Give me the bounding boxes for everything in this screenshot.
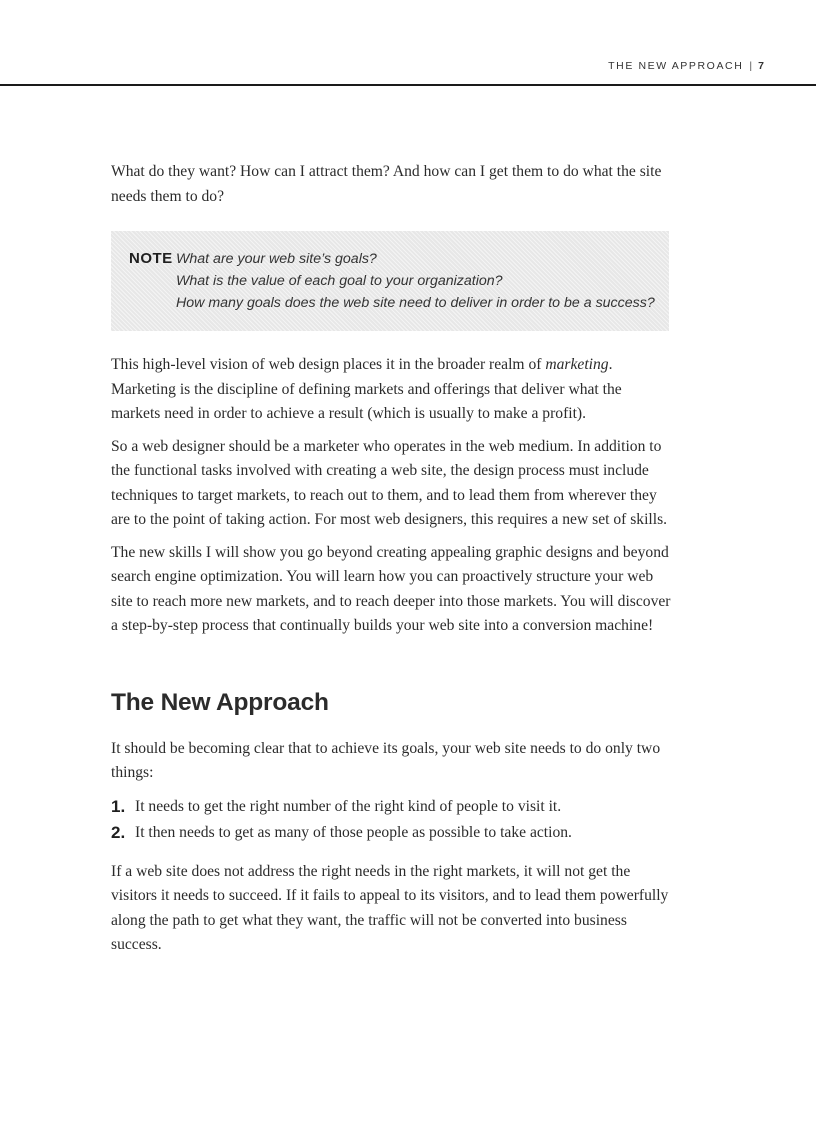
running-head (608, 60, 764, 72)
list-item-number: 2. (111, 822, 126, 842)
list-item-text: It needs to get the right number of the right kind of people to visit it. (135, 797, 562, 815)
list-item (111, 794, 671, 820)
paragraph-text: This high-level vision of web design places it in the broader realm of (111, 356, 546, 373)
section-heading: The New Approach (111, 688, 329, 716)
page-number: 7 (758, 60, 764, 72)
paragraph-text: . Marketing is the discipline of defining markets and offerings that deliver what the markets need in order to achieve a result (which is usually to make a profit). (111, 356, 622, 422)
list-item-text: It then needs to get as many of those people as possible to take action. (135, 823, 572, 841)
page-content (111, 160, 671, 966)
emphasized-term: marketing (545, 356, 609, 373)
header-rule (0, 84, 816, 86)
list-item-number: 1. (111, 796, 126, 816)
closing-paragraph: If a web site does not address the right needs in the right markets, it will not get the visitors it needs to succeed. If it fails to appeal to its visitors, and to lead them powerfully along the path to get what they want, the traffic will not be converted into business success. (111, 862, 669, 953)
header-separator: | (749, 60, 753, 72)
numbered-list (111, 794, 671, 846)
running-title: THE NEW APPROACH (608, 60, 744, 72)
body-paragraph-new-skills: The new skills I will show you go beyond creating appealing graphic designs and beyond search engine optimization. You will learn how you can proactively structure your web site to reach more new markets, and to reach deeper into those markets. You will discover a step-by-step process that continually builds your web site into a conversion machine! (111, 543, 671, 634)
note-lines (176, 248, 669, 314)
section-intro-paragraph: It should be becoming clear that to achieve its goals, your web site needs to do only two things: (111, 739, 661, 781)
note-box (111, 231, 669, 331)
body-paragraph-marketing (111, 353, 671, 427)
note-line: How many goals does the web site need to deliver in order to be a success? (176, 295, 655, 311)
note-line: What is the value of each goal to your organization? (176, 273, 503, 289)
intro-paragraph: What do they want? How can I attract them? And how can I get them to do what the site needs them to do? (111, 163, 662, 205)
note-label: NOTE (129, 250, 173, 267)
body-paragraph-web-designer: So a web designer should be a marketer who operates in the web medium. In addition to the functional tasks involved with creating a web site, the design process must include techniques to target markets, to reach out to them, and to lead them from wherever they are to the point of taking action. For most web designers, this requires a new set of skills. (111, 437, 668, 528)
note-line: What are your web site’s goals? (176, 251, 377, 267)
list-item (111, 820, 671, 846)
